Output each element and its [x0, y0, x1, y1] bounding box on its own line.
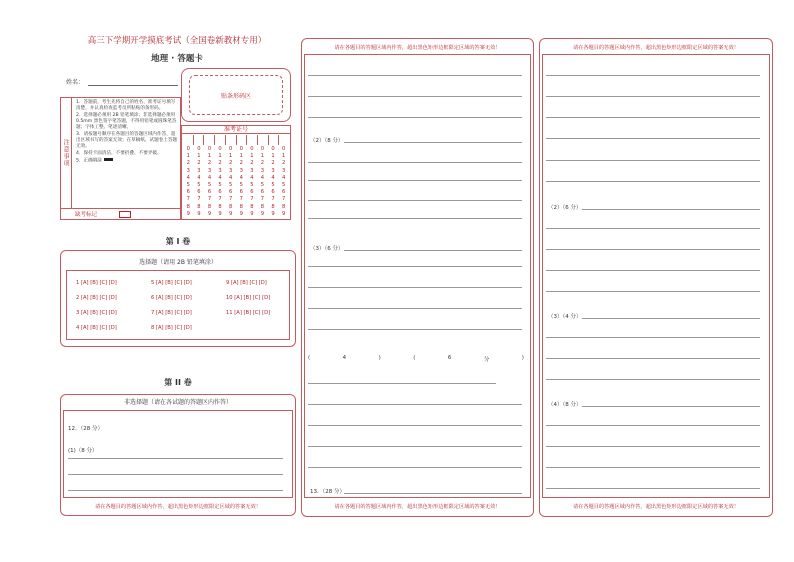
answer-line[interactable] — [546, 425, 760, 426]
ticket-digit-bubble[interactable]: 1 — [281, 153, 286, 160]
ticket-digit-column — [247, 146, 258, 218]
ticket-digit-bubble[interactable]: 2 — [239, 160, 243, 167]
ticket-digit-bubble[interactable]: 5 — [229, 182, 233, 189]
note-item: 2．选择题必须用 2B 铅笔填涂；非选择题必须用 0.5mm 黑色签字笔答题，不得用铅笔或圆珠笔答题；字体工整、笔迹清晰。 — [76, 112, 177, 131]
name-label: 姓名： — [66, 79, 85, 86]
ticket-digit-bubble[interactable]: 4 — [239, 174, 243, 181]
ticket-digit-bubble[interactable]: 5 — [207, 182, 212, 189]
ticket-digit-bubble[interactable]: 9 — [260, 210, 265, 217]
ticket-digit-bubble[interactable]: 1 — [229, 153, 233, 160]
ticket-digit-bubble[interactable]: 0 — [186, 146, 190, 152]
ticket-digit-bubble[interactable]: 9 — [250, 210, 254, 217]
ticket-digit-bubble[interactable]: 9 — [186, 210, 190, 217]
ticket-digit-bubble[interactable]: 6 — [229, 189, 233, 196]
notes-list — [76, 100, 178, 165]
ticket-digit-bubble[interactable]: 0 — [271, 146, 275, 152]
ticket-digit-bubble[interactable]: 7 — [229, 196, 233, 203]
ticket-digit-bubble[interactable]: 5 — [218, 182, 222, 189]
ticket-digit-column — [194, 146, 205, 218]
question-2-label: （2）（8 分） — [310, 138, 344, 144]
ticket-digit-bubble[interactable]: 8 — [229, 203, 233, 210]
ticket-digit-bubble[interactable]: 9 — [239, 210, 243, 217]
ticket-digit-bubble[interactable]: 7 — [250, 196, 254, 203]
answer-line[interactable] — [546, 270, 760, 271]
ticket-digit-bubble[interactable]: 5 — [271, 182, 275, 189]
ticket-digit-bubble[interactable]: 3 — [197, 167, 201, 174]
absent-mark-row — [60, 209, 181, 220]
warning-text: 请在各题目的答题区域内作答，超出黑色矩形边框限定区域的答案无效！ — [94, 504, 261, 510]
question-12-label: 12．（28 分） — [68, 426, 103, 432]
ticket-digit-bubble[interactable]: 5 — [239, 182, 243, 189]
ticket-digit-bubble[interactable]: 0 — [260, 146, 265, 152]
ticket-digit-bubble[interactable]: 3 — [239, 167, 243, 174]
answer-line[interactable] — [546, 467, 760, 468]
ticket-digit-bubble[interactable]: 8 — [250, 203, 254, 210]
answer-line[interactable] — [308, 75, 522, 76]
ticket-digit-bubble[interactable]: 5 — [260, 182, 265, 189]
ticket-number-input-cell[interactable] — [204, 135, 215, 145]
mc-question-row[interactable]: 5 [A] [B] [C] [D] — [151, 280, 192, 286]
mc-question-row[interactable]: 11 [A] [B] [C] [D] — [226, 310, 271, 316]
ticket-number-title: 准考证号 — [181, 125, 291, 134]
answer-line[interactable] — [546, 181, 760, 182]
ticket-digit-bubble[interactable]: 7 — [271, 196, 275, 203]
ticket-digit-bubble[interactable]: 2 — [197, 160, 201, 167]
ticket-digit-bubble[interactable]: 9 — [229, 210, 233, 217]
answer-line[interactable] — [308, 200, 522, 201]
answer-line[interactable] — [582, 318, 760, 319]
ticket-digit-bubble[interactable]: 3 — [260, 167, 265, 174]
question-2-label: （2）（6 分） — [548, 205, 582, 211]
answer-line[interactable] — [308, 467, 522, 468]
ticket-digit-bubble[interactable]: 4 — [229, 174, 233, 181]
ticket-digit-bubble[interactable]: 9 — [207, 210, 212, 217]
ticket-digit-bubble[interactable]: 8 — [271, 203, 275, 210]
ticket-number-input-cell[interactable] — [279, 135, 289, 145]
ticket-digit-column — [268, 146, 279, 218]
multiple-choice-title: 选择题（请用 2B 铅笔填涂） — [139, 259, 217, 266]
question-13-label: 13．（28 分） — [310, 489, 345, 495]
ticket-digit-column — [215, 146, 226, 218]
ticket-digit-bubble[interactable]: 3 — [229, 167, 233, 174]
answer-line[interactable] — [582, 209, 760, 210]
warning-text: 请在各题目的答题区域内作答，超出黑色矩形边框限定区域的答案无效！ — [334, 45, 501, 51]
answer-line[interactable] — [308, 383, 496, 384]
answer-line[interactable] — [308, 287, 522, 288]
mc-question-row[interactable]: 2 [A] [B] [C] [D] — [76, 295, 117, 301]
ticket-digit-bubble[interactable]: 3 — [207, 167, 212, 174]
ticket-digit-bubble[interactable]: 9 — [271, 210, 275, 217]
answer-line[interactable] — [546, 488, 760, 489]
ticket-digit-bubble[interactable]: 1 — [239, 153, 243, 160]
ticket-digit-bubble[interactable]: 0 — [239, 146, 243, 152]
ticket-number-input-cell[interactable] — [183, 135, 194, 145]
ticket-digit-bubble[interactable]: 7 — [239, 196, 243, 203]
ticket-digit-bubble[interactable]: 2 — [207, 160, 212, 167]
absent-label: 缺考标记 — [75, 212, 98, 218]
question-12-1-label: (1)（8 分） — [68, 448, 98, 454]
ticket-number-input-cell[interactable] — [215, 135, 226, 145]
answer-line[interactable] — [546, 138, 760, 139]
ticket-digit-bubble[interactable]: 6 — [218, 189, 222, 196]
ticket-digit-bubble[interactable]: 7 — [260, 196, 265, 203]
ticket-digit-bubble[interactable]: 4 — [186, 174, 190, 181]
ticket-digit-bubble[interactable]: 8 — [218, 203, 222, 210]
warning-text: 请在各题目的答题区域内作答，超出黑色矩形边框限定区域的答案无效！ — [572, 45, 739, 51]
ticket-digit-bubble[interactable]: 5 — [250, 182, 254, 189]
barcode-label: 贴条形码区 — [189, 75, 283, 115]
answer-line[interactable] — [68, 474, 283, 475]
ticket-digit-bubble[interactable]: 1 — [218, 153, 222, 160]
ticket-digit-bubble[interactable]: 8 — [186, 203, 190, 210]
answer-line[interactable] — [344, 142, 522, 143]
ticket-number-input-cell[interactable] — [247, 135, 258, 145]
ticket-digit-bubble[interactable]: 0 — [218, 146, 222, 152]
ticket-digit-bubble[interactable]: 6 — [239, 189, 243, 196]
ticket-digit-bubble[interactable]: 2 — [229, 160, 233, 167]
mc-question-row[interactable]: 4 [A] [B] [C] [D] — [76, 325, 117, 331]
answer-area-2[interactable] — [304, 54, 531, 498]
ticket-digit-bubble[interactable]: 3 — [250, 167, 254, 174]
ticket-digit-bubble[interactable]: 0 — [207, 146, 212, 152]
ticket-digit-bubble[interactable]: 2 — [271, 160, 275, 167]
ticket-digit-bubble[interactable]: 4 — [207, 174, 212, 181]
ticket-digit-bubble[interactable]: 1 — [207, 153, 212, 160]
answer-line[interactable] — [344, 493, 522, 494]
ticket-digit-bubble[interactable]: 5 — [197, 182, 201, 189]
ticket-digit-bubble[interactable]: 3 — [186, 167, 190, 174]
ticket-digit-bubble[interactable]: 8 — [239, 203, 243, 210]
answer-line[interactable] — [546, 96, 760, 97]
warning-text: 请在各题目的答题区域内作答，超出黑色矩形边框限定区域的答案无效！ — [334, 504, 501, 510]
ticket-digit-column — [236, 146, 247, 218]
ticket-digit-bubble[interactable]: 9 — [218, 210, 222, 217]
answer-line[interactable] — [308, 446, 522, 447]
answer-line[interactable] — [308, 180, 522, 181]
ticket-digit-bubble[interactable]: 8 — [197, 203, 201, 210]
ticket-digit-bubble[interactable]: 2 — [186, 160, 190, 167]
ticket-digit-bubble[interactable]: 5 — [186, 182, 190, 189]
ticket-digit-bubble[interactable]: 9 — [281, 210, 286, 217]
subject-title: 地理 · 答题卡 — [151, 54, 203, 64]
ticket-digit-bubble[interactable]: 1 — [197, 153, 201, 160]
answer-line[interactable] — [546, 228, 760, 229]
ticket-digit-bubble[interactable]: 8 — [281, 203, 286, 210]
ticket-digit-bubble[interactable]: 4 — [260, 174, 265, 181]
ticket-digit-bubble[interactable]: 5 — [281, 182, 286, 189]
ticket-digit-bubble[interactable]: 7 — [197, 196, 201, 203]
answer-line[interactable] — [546, 446, 760, 447]
answer-line[interactable] — [546, 117, 760, 118]
ticket-digit-bubble[interactable]: 0 — [281, 146, 286, 152]
exam-title: 高三下学期开学摸底考试（全国卷新教材专用） — [87, 36, 267, 46]
ticket-digit-bubble[interactable]: 2 — [260, 160, 265, 167]
ticket-digit-bubble[interactable]: 1 — [186, 153, 190, 160]
absent-checkbox[interactable] — [119, 211, 131, 218]
ticket-digit-bubble[interactable]: 6 — [260, 189, 265, 196]
ticket-digit-bubble[interactable]: 2 — [218, 160, 222, 167]
ticket-digit-bubble[interactable]: 2 — [281, 160, 286, 167]
answer-line[interactable] — [308, 162, 522, 163]
answer-line[interactable] — [68, 490, 283, 491]
warning-text: 请在各题目的答题区域内作答，超出黑色矩形边框限定区域的答案无效！ — [572, 504, 739, 510]
ticket-digit-column — [257, 146, 268, 218]
ticket-digit-bubble[interactable]: 6 — [197, 189, 201, 196]
question-3-label: （3）（4 分） — [548, 314, 582, 320]
answer-line[interactable] — [308, 308, 522, 309]
ticket-number-input-cell[interactable] — [194, 135, 205, 145]
ticket-digit-bubble[interactable]: 8 — [260, 203, 265, 210]
mc-question-row[interactable]: 10 [A] [B] [C] [D] — [226, 295, 271, 301]
mc-question-row[interactable]: 7 [A] [B] [C] [D] — [151, 310, 192, 316]
answer-line[interactable] — [546, 291, 760, 292]
ticket-digit-bubble[interactable]: 7 — [281, 196, 286, 203]
section2-title: 第 II 卷 — [164, 378, 192, 387]
ticket-digit-bubble[interactable]: 3 — [271, 167, 275, 174]
answer-line[interactable] — [582, 406, 760, 407]
ticket-digit-bubble[interactable]: 7 — [207, 196, 212, 203]
answer-line[interactable] — [308, 218, 522, 219]
ticket-digit-bubble[interactable]: 4 — [197, 174, 201, 181]
ticket-digit-bubble[interactable]: 4 — [271, 174, 275, 181]
answer-line[interactable] — [68, 458, 283, 459]
ticket-digit-column — [204, 146, 215, 218]
ticket-digit-bubble[interactable]: 6 — [250, 189, 254, 196]
ticket-digit-bubble[interactable]: 6 — [271, 189, 275, 196]
note-item: 1．答题前，考生先将自己的姓名、准考证号填写清楚，并认真检查监考员所粘贴的条形码。 — [76, 100, 176, 112]
answer-line[interactable] — [546, 379, 760, 380]
mc-question-row[interactable]: 3 [A] [B] [C] [D] — [76, 310, 117, 316]
ticket-digit-bubble[interactable]: 6 — [186, 189, 190, 196]
answer-line[interactable] — [308, 117, 522, 118]
ticket-digit-bubble[interactable]: 3 — [218, 167, 222, 174]
ticket-digit-column — [278, 146, 289, 218]
ticket-digit-bubble[interactable]: 1 — [250, 153, 254, 160]
ticket-digit-bubble[interactable]: 7 — [218, 196, 222, 203]
ticket-digit-bubble[interactable]: 0 — [250, 146, 254, 152]
ticket-digit-bubble[interactable]: 2 — [250, 160, 254, 167]
mc-question-row[interactable]: 9 [A] [B] [C] [D] — [226, 280, 267, 286]
question-4-label: ( 4 ) ( 6 分 ) — [308, 355, 524, 363]
answer-line[interactable] — [308, 266, 522, 267]
ticket-digit-bubble[interactable]: 4 — [218, 174, 222, 181]
section1-title: 第 I 卷 — [165, 237, 191, 246]
answer-line[interactable] — [308, 404, 522, 405]
ticket-number-input-row — [183, 135, 289, 145]
answer-area-3[interactable] — [542, 54, 770, 498]
note-item: 4．保持卡面清洁，不要折叠、不要弄破。 — [76, 151, 162, 157]
ticket-digit-bubble[interactable]: 3 — [281, 167, 286, 174]
ticket-digit-bubble[interactable]: 9 — [197, 210, 201, 217]
non-choice-title: 非选择题（请在各试题的答题区内作答） — [123, 399, 232, 406]
answer-line[interactable] — [546, 337, 760, 338]
ticket-digit-bubble[interactable]: 4 — [250, 174, 254, 181]
name-field[interactable] — [88, 85, 178, 86]
ticket-digit-bubble[interactable]: 4 — [281, 174, 286, 181]
ticket-number-input-cell[interactable] — [226, 135, 237, 145]
ticket-digit-column — [225, 146, 236, 218]
answer-line[interactable] — [546, 75, 760, 76]
answer-line[interactable] — [344, 250, 522, 251]
answer-line[interactable] — [308, 329, 522, 330]
ticket-digit-bubble[interactable]: 0 — [229, 146, 233, 152]
ticket-digit-bubble[interactable]: 7 — [186, 196, 190, 203]
ticket-digit-columns — [183, 146, 289, 218]
ticket-digit-bubble[interactable]: 1 — [260, 153, 265, 160]
ticket-digit-bubble[interactable]: 0 — [197, 146, 201, 152]
ticket-number-input-cell[interactable] — [237, 135, 248, 145]
question-3-label: （3）（6 分） — [310, 246, 344, 252]
answer-line[interactable] — [308, 96, 522, 97]
ticket-digit-bubble[interactable]: 8 — [207, 203, 212, 210]
note-item: 5．正确填涂 — [76, 158, 178, 164]
mc-question-row[interactable]: 6 [A] [B] [C] [D] — [151, 295, 192, 301]
ticket-number-input-cell[interactable] — [269, 135, 280, 145]
answer-line[interactable] — [546, 249, 760, 250]
filled-mark-sample — [104, 158, 113, 162]
mc-question-row[interactable]: 1 [A] [B] [C] [D] — [76, 280, 117, 286]
answer-line[interactable] — [308, 425, 522, 426]
ticket-digit-bubble[interactable]: 6 — [281, 189, 286, 196]
question-4-label: （4）（8 分） — [548, 402, 582, 408]
ticket-number-input-cell[interactable] — [258, 135, 269, 145]
answer-line[interactable] — [546, 358, 760, 359]
note-item: 3．请按题号顺序在各题目的答题区域内作答，超出区域书写的答案无效；在草稿纸、试题卷上答题无效。 — [76, 132, 178, 150]
ticket-digit-bubble[interactable]: 6 — [207, 189, 212, 196]
mc-question-row[interactable]: 8 [A] [B] [C] [D] — [151, 325, 192, 331]
ticket-digit-bubble[interactable]: 1 — [271, 153, 275, 160]
ticket-digit-column — [183, 146, 194, 218]
notes-side-label: 注意事项 — [60, 97, 72, 209]
answer-line[interactable] — [546, 160, 760, 161]
